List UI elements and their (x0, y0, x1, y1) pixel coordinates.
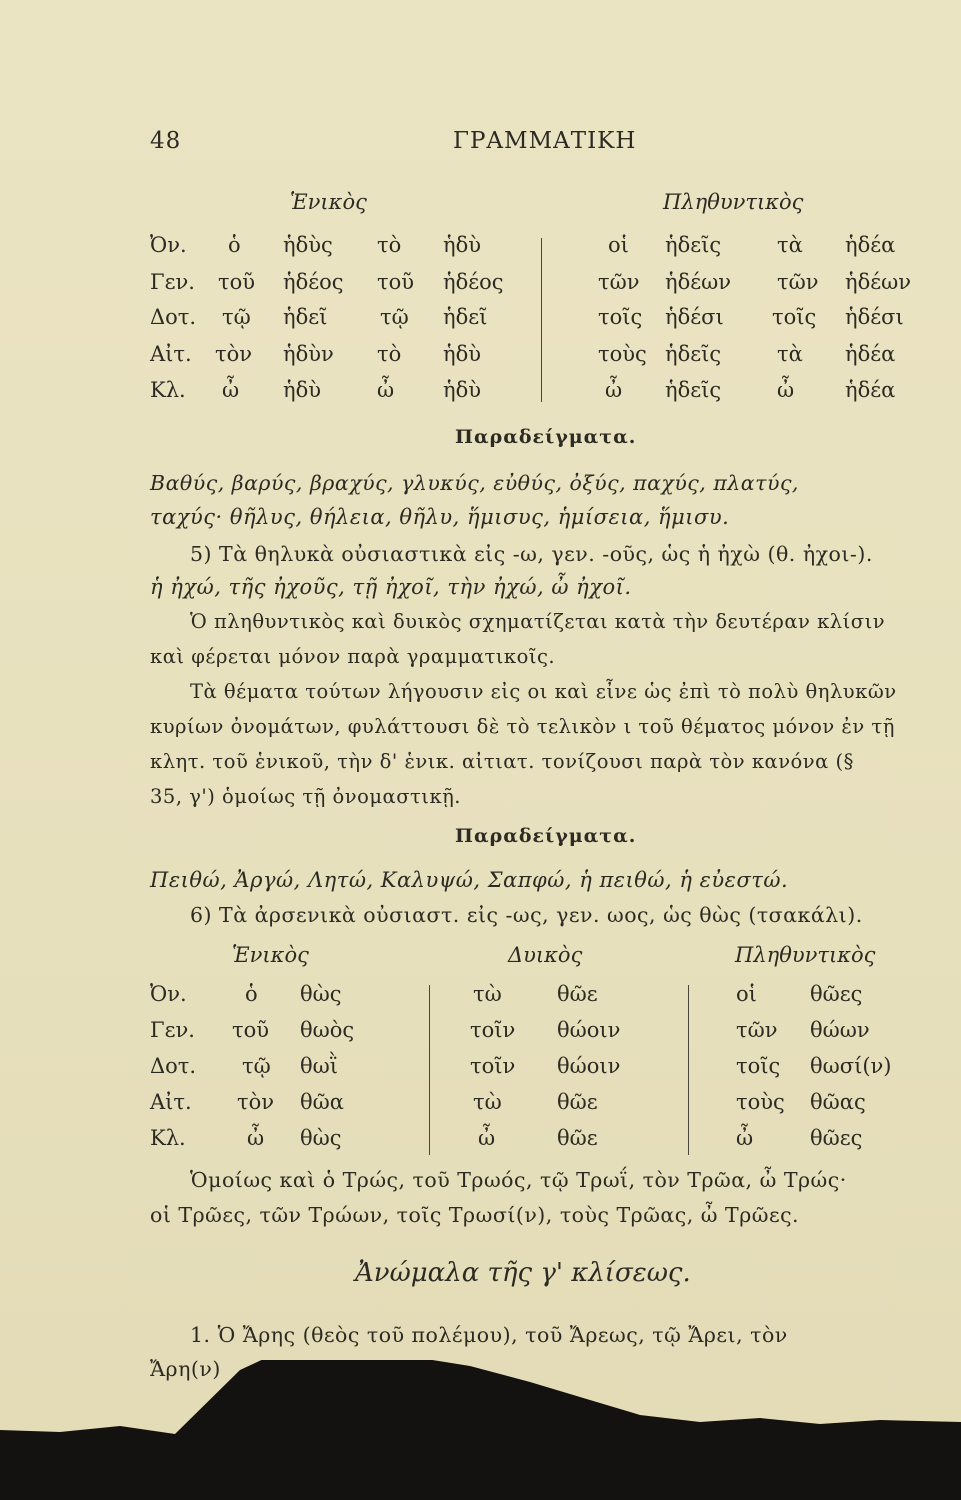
table-cell: ὦ (222, 378, 240, 402)
table-cell: ἡδέων (845, 270, 911, 294)
table-cell: τοῦ (232, 1018, 270, 1042)
table2-dual-heading: Δυικὸς (508, 943, 583, 967)
table-cell: ὁ (245, 982, 258, 1006)
examples-heading: Παραδείγματα. (455, 426, 637, 448)
table-cell: ὦ (605, 378, 623, 402)
table-cell: ἡδέσι (665, 305, 724, 329)
case-label: Δοτ. (150, 305, 197, 329)
case-label: Γεν. (150, 1018, 195, 1042)
table-cell: ἡδέος (443, 270, 504, 294)
table-cell: τὸν (237, 1090, 275, 1114)
table-cell: ἡδεῖ (443, 305, 488, 329)
table-cell: θῶα (300, 1090, 344, 1114)
table-cell: τοὺς (736, 1090, 785, 1114)
case-label: Ὀν. (150, 982, 187, 1006)
table-cell: θώων (810, 1018, 870, 1042)
table-cell: θώοιν (557, 1018, 621, 1042)
table-cell: ὦ (377, 378, 395, 402)
table1-singular-heading: Ἑνικὸς (290, 190, 367, 214)
table2-plural-heading: Πληθυντικὸς (735, 943, 876, 967)
table-cell: τῷ (222, 305, 251, 329)
table-cell: ἡδεῖς (665, 342, 722, 366)
table-cell: τὸ (377, 342, 402, 366)
case-label: Κλ. (150, 1126, 186, 1150)
examples-line: Βαθύς, βαρύς, βραχύς, γλυκύς, εὐθύς, ὀξύς, παχύς, πλατύς, (150, 471, 799, 495)
table-cell: ἡδέα (845, 342, 896, 366)
table-cell: θῶες (810, 1126, 863, 1150)
table-cell: θωὸς (300, 1018, 355, 1042)
case-label: Κλ. (150, 378, 186, 402)
table-cell: ἡδεῖ (283, 305, 328, 329)
table-cell: ἡδέα (845, 378, 896, 402)
table-cell: θὼς (300, 982, 342, 1006)
table-cell: οἱ (608, 233, 629, 257)
table-cell: ἡδὺ (443, 342, 481, 366)
table-cell: ὁ (228, 233, 241, 257)
table-cell: ἡδὺς (283, 233, 333, 257)
table-cell: τὼ (473, 982, 502, 1006)
table-cell: τὸ (377, 233, 402, 257)
table-cell: θὼς (300, 1126, 342, 1150)
torn-page-edge (0, 1360, 961, 1500)
table-cell: θωῒ (300, 1054, 339, 1078)
rule-5-example: ἡ ἠχώ, τῆς ἠχοῦς, τῇ ἠχοῖ, τὴν ἠχώ, ὦ ἠχοῖ. (150, 575, 632, 599)
table-cell: τῷ (380, 305, 409, 329)
table-cell: θῶες (810, 982, 863, 1006)
table2-divider-2 (688, 985, 689, 1155)
rule-6: 6) Τὰ ἀρσενικὰ οὐσιαστ. εἰς -ως, γεν. ωος, ὡς θὼς (τσακάλι). (190, 903, 863, 927)
table-cell: ὦ (736, 1126, 754, 1150)
similar-line: οἱ Τρῶες, τῶν Τρώων, τοῖς Τρωσί(ν), τοὺς Τρῶας, ὦ Τρῶες. (150, 1203, 800, 1227)
table-cell: ἡδέος (283, 270, 344, 294)
similar-line: Ὁμοίως καὶ ὁ Τρώς, τοῦ Τρωός, τῷ Τρωΐ, τὸν Τρῶα, ὦ Τρώς· (190, 1168, 847, 1192)
item-1-line: 1. Ὁ Ἄρης (θεὸς τοῦ πολέμου), τοῦ Ἄρεως, τῷ Ἄρει, τὸν (190, 1323, 788, 1347)
table-cell: ἡδὺ (283, 378, 321, 402)
case-label: Γεν. (150, 270, 195, 294)
paragraph-line: κλητ. τοῦ ἑνικοῦ, τὴν δ' ἑνικ. αἰτιατ. τονίζουσι παρὰ τὸν κανόνα (§ (150, 750, 854, 773)
item-1-line: Ἄρη(ν) (150, 1357, 221, 1381)
table-cell: τῶν (777, 270, 819, 294)
case-label: Αἰτ. (150, 1090, 192, 1114)
examples-line: ταχύς· θῆλυς, θήλεια, θῆλυ, ἥμισυς, ἡμίσεια, ἥμισυ. (150, 505, 730, 529)
table-cell: ὦ (247, 1126, 265, 1150)
table-cell: τοῦ (377, 270, 415, 294)
table-cell: τοῖς (736, 1054, 781, 1078)
table2-singular-heading: Ἑνικὸς (232, 943, 309, 967)
table-cell: θῶε (557, 1090, 598, 1114)
table-cell: ἡδὺν (283, 342, 334, 366)
table-cell: θῶε (557, 1126, 598, 1150)
table-cell: ὦ (478, 1126, 496, 1150)
case-label: Ὀν. (150, 233, 187, 257)
table-cell: τοὺς (598, 342, 647, 366)
table-cell: ἡδὺ (443, 378, 481, 402)
table-cell: ἡδέσι (845, 305, 904, 329)
table1-divider (541, 238, 542, 402)
table1-plural-heading: Πληθυντικὸς (663, 190, 804, 214)
paragraph-line: Ὁ πληθυντικὸς καὶ δυικὸς σχηματίζεται κατὰ τὴν δευτέραν κλίσιν (190, 610, 886, 633)
case-label: Αἰτ. (150, 342, 192, 366)
table-cell: ἡδέων (665, 270, 731, 294)
paragraph-line: κυρίων ὀνομάτων, φυλάττουσι δὲ τὸ τελικὸν ι τοῦ θέματος μόνον ἐν τῇ (150, 715, 895, 738)
table-cell: τῶν (598, 270, 640, 294)
running-title: ΓΡΑΜΜΑΤΙΚΗ (453, 128, 637, 154)
table-cell: θῶας (810, 1090, 866, 1114)
table-cell: τὸν (215, 342, 253, 366)
rule-5: 5) Τὰ θηλυκὰ οὐσιαστικὰ εἰς -ω, γεν. -οῦς, ὡς ἡ ἠχὼ (θ. ἠχοι-). (190, 542, 873, 566)
table-cell: τῷ (242, 1054, 271, 1078)
table-cell: τὼ (473, 1090, 502, 1114)
paragraph-line: Τὰ θέματα τούτων λήγουσιν εἰς οι καὶ εἶνε ὡς ἐπὶ τὸ πολὺ θηλυκῶν (190, 680, 897, 703)
table-cell: ἡδέα (845, 233, 896, 257)
page-number: 48 (150, 128, 182, 154)
table-cell: οἱ (736, 982, 757, 1006)
table-cell: ὦ (777, 378, 795, 402)
table-cell: ἡδὺ (443, 233, 481, 257)
examples-line: Πειθώ, Ἀργώ, Λητώ, Καλυψώ, Σαπφώ, ἡ πειθώ, ἡ εὐεστώ. (150, 868, 789, 892)
table-cell: τοῖς (598, 305, 643, 329)
table-cell: θωσί(ν) (810, 1054, 892, 1078)
table-cell: ἡδεῖς (665, 233, 722, 257)
table-cell: τοῖν (470, 1018, 516, 1042)
table-cell: τὰ (777, 233, 803, 257)
table-cell: θῶε (557, 982, 598, 1006)
table-cell: τοῖν (470, 1054, 516, 1078)
table-cell: τὰ (777, 342, 803, 366)
examples-heading-2: Παραδείγματα. (455, 825, 637, 847)
table-cell: τοῦ (218, 270, 256, 294)
paragraph-line: 35, γ') ὁμοίως τῇ ὀνομαστικῇ. (150, 785, 462, 808)
case-label: Δοτ. (150, 1054, 197, 1078)
table-cell: ἡδεῖς (665, 378, 722, 402)
table2-divider-1 (429, 985, 430, 1155)
table-cell: τῶν (736, 1018, 778, 1042)
table-cell: τοῖς (772, 305, 817, 329)
paragraph-line: καὶ φέρεται μόνον παρὰ γραμματικοῖς. (150, 645, 556, 668)
table-cell: θώοιν (557, 1054, 621, 1078)
anomalous-title: Ἀνώμαλα τῆς γ' κλίσεως. (355, 1258, 691, 1288)
